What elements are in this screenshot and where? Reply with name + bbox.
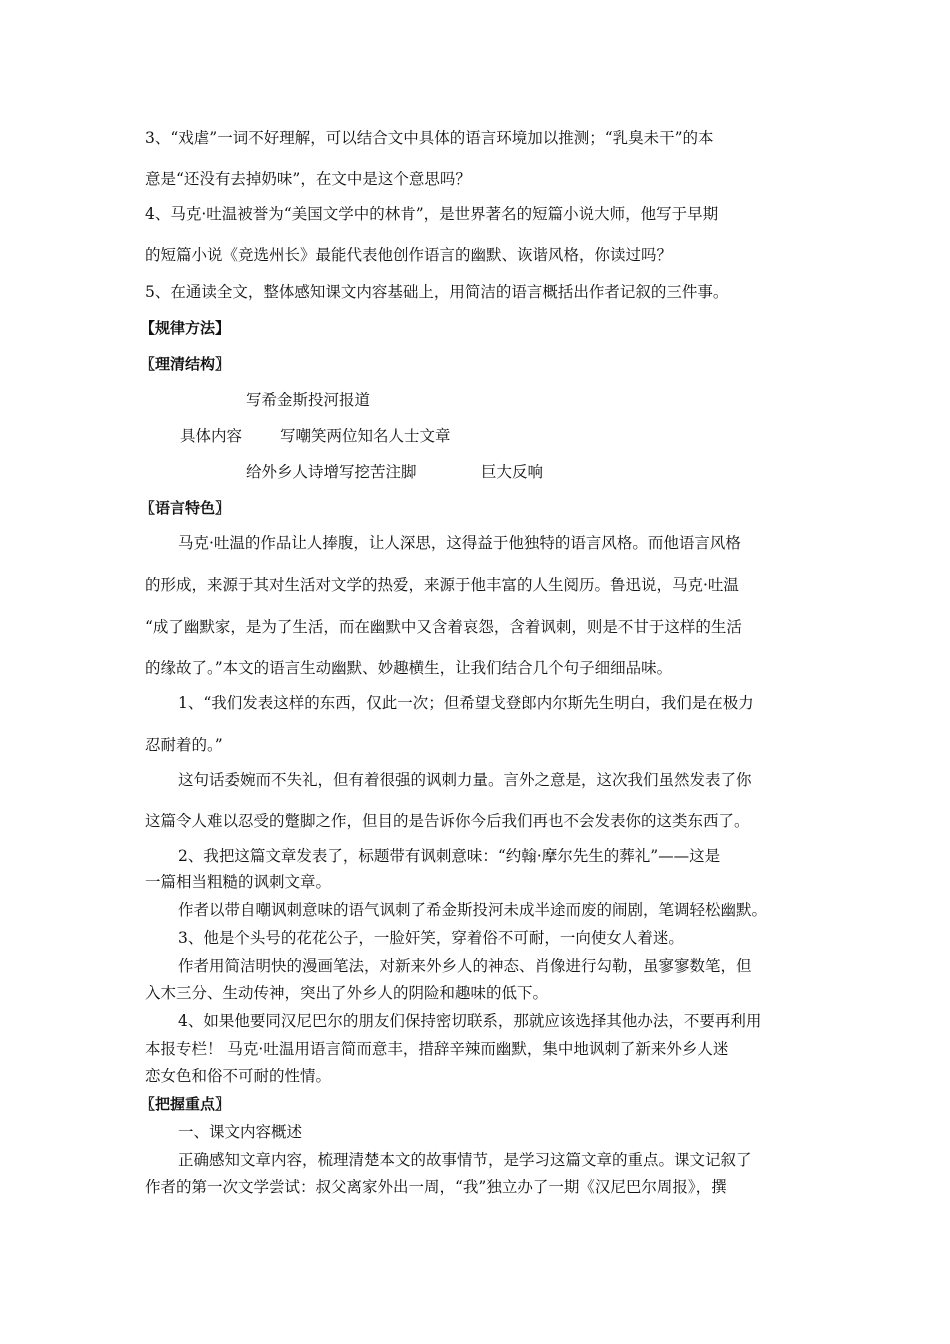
question-4-line-1: 4、马克·吐温被誉为“美国文学中的林肯”，是世界著名的短篇小说大师，他写于早期 [145,205,719,223]
analysis-1-line-2: 这篇令人难以忍受的蹩脚之作，但目的是告诉你今后我们再也不会发表你的这类东西了。 [145,812,750,830]
question-4-line-2: 的短篇小说《竞选州长》最能代表他创作语言的幽默、诙谐风格，你读过吗？ [145,246,673,264]
analysis-3-line-2: 入木三分、生动传神，突出了外乡人的阴险和趣味的低下。 [145,984,549,1002]
question-3-line-1: 3、“戏虐”一词不好理解，可以结合文中具体的语言环境加以推测；“乳臭未干”的本 [145,129,714,147]
language-para-line-1: 马克·吐温的作品让人捧腹，让人深思，这得益于他独特的语言风格。而他语言风格 [178,534,741,552]
sentence-4-line-1: 4、如果他要同汉尼巴尔的朋友们保持密切联系，那就应该选择其他办法，不要再利用 [178,1012,762,1030]
heading-language: 〖语言特色〗 [140,499,231,517]
analysis-3-line-1: 作者用简洁明快的漫画笔法，对新来外乡人的神态、肖像进行勾勒，虽寥寥数笔，但 [178,957,752,975]
sentence-2-line-2: 一篇相当粗糙的讽刺文章。 [145,873,332,891]
language-para-line-3: “成了幽默家，是为了生活，而在幽默中又含着哀怨，含着讽刺，则是不甘于这样的生活 [145,618,742,636]
heading-structure: 〖理清结构〗 [140,355,231,373]
analysis-1-line-1: 这句话委婉而不失礼，但有着很强的讽刺力量。言外之意是，这次我们虽然发表了你 [178,771,752,789]
sentence-4-line-3: 恋女色和俗不可耐的性情。 [145,1067,332,1085]
structure-item-2: 写嘲笑两位知名人士文章 [280,427,451,445]
language-para-line-4: 的缘故了。”本文的语言生动幽默、妙趣横生，让我们结合几个句子细细品味。 [145,659,673,677]
structure-item-1: 写希金斯投河报道 [246,391,371,409]
focus-para-line-2: 作者的第一次文学尝试：叔父离家外出一周，“我”独立办了一期《汉尼巴尔周报》，撰 [145,1178,727,1196]
focus-para-line-1: 正确感知文章内容，梳理清楚本文的故事情节，是学习这篇文章的重点。课文记叙了 [178,1151,752,1169]
analysis-2-line-1: 作者以带自嘲讽刺意味的语气讽刺了希金斯投河未成半途而废的闹剧，笔调轻松幽默。 [178,901,768,919]
question-3-line-2: 意是“还没有去掉奶味”，在文中是这个意思吗？ [145,170,471,188]
sentence-4-line-2: 本报专栏！ 马克·吐温用语言简而意丰，措辞辛辣而幽默，集中地讽刺了新来外乡人迷 [145,1040,729,1058]
structure-label: 具体内容 [180,427,243,445]
sentence-2-line-1: 2、我把这篇文章发表了，标题带有讽刺意味：“约翰·摩尔先生的葬礼”——这是 [178,847,721,865]
question-5-line-1: 5、在通读全文，整体感知课文内容基础上，用简洁的语言概括出作者记叙的三件事。 [145,283,729,301]
sentence-1-line-1: 1、“我们发表这样的东西，仅此一次；但希望戈登郎内尔斯先生明白，我们是在极力 [178,694,754,712]
language-para-line-2: 的形成，来源于其对生活对文学的热爱，来源于他丰富的人生阅历。鲁迅说，马克·吐温 [145,576,739,594]
heading-rules: 【规律方法】 [140,319,231,337]
focus-subheading: 一、课文内容概述 [178,1123,303,1141]
heading-focus: 〖把握重点〗 [140,1095,231,1113]
structure-item-3: 给外乡人诗增写挖苦注脚 [246,463,417,481]
sentence-3-line-1: 3、他是个头号的花花公子，一脸奸笑，穿着俗不可耐，一向使女人着迷。 [178,929,684,947]
sentence-1-line-2: 忍耐着的。” [145,736,223,754]
structure-result: 巨大反响 [481,463,544,481]
